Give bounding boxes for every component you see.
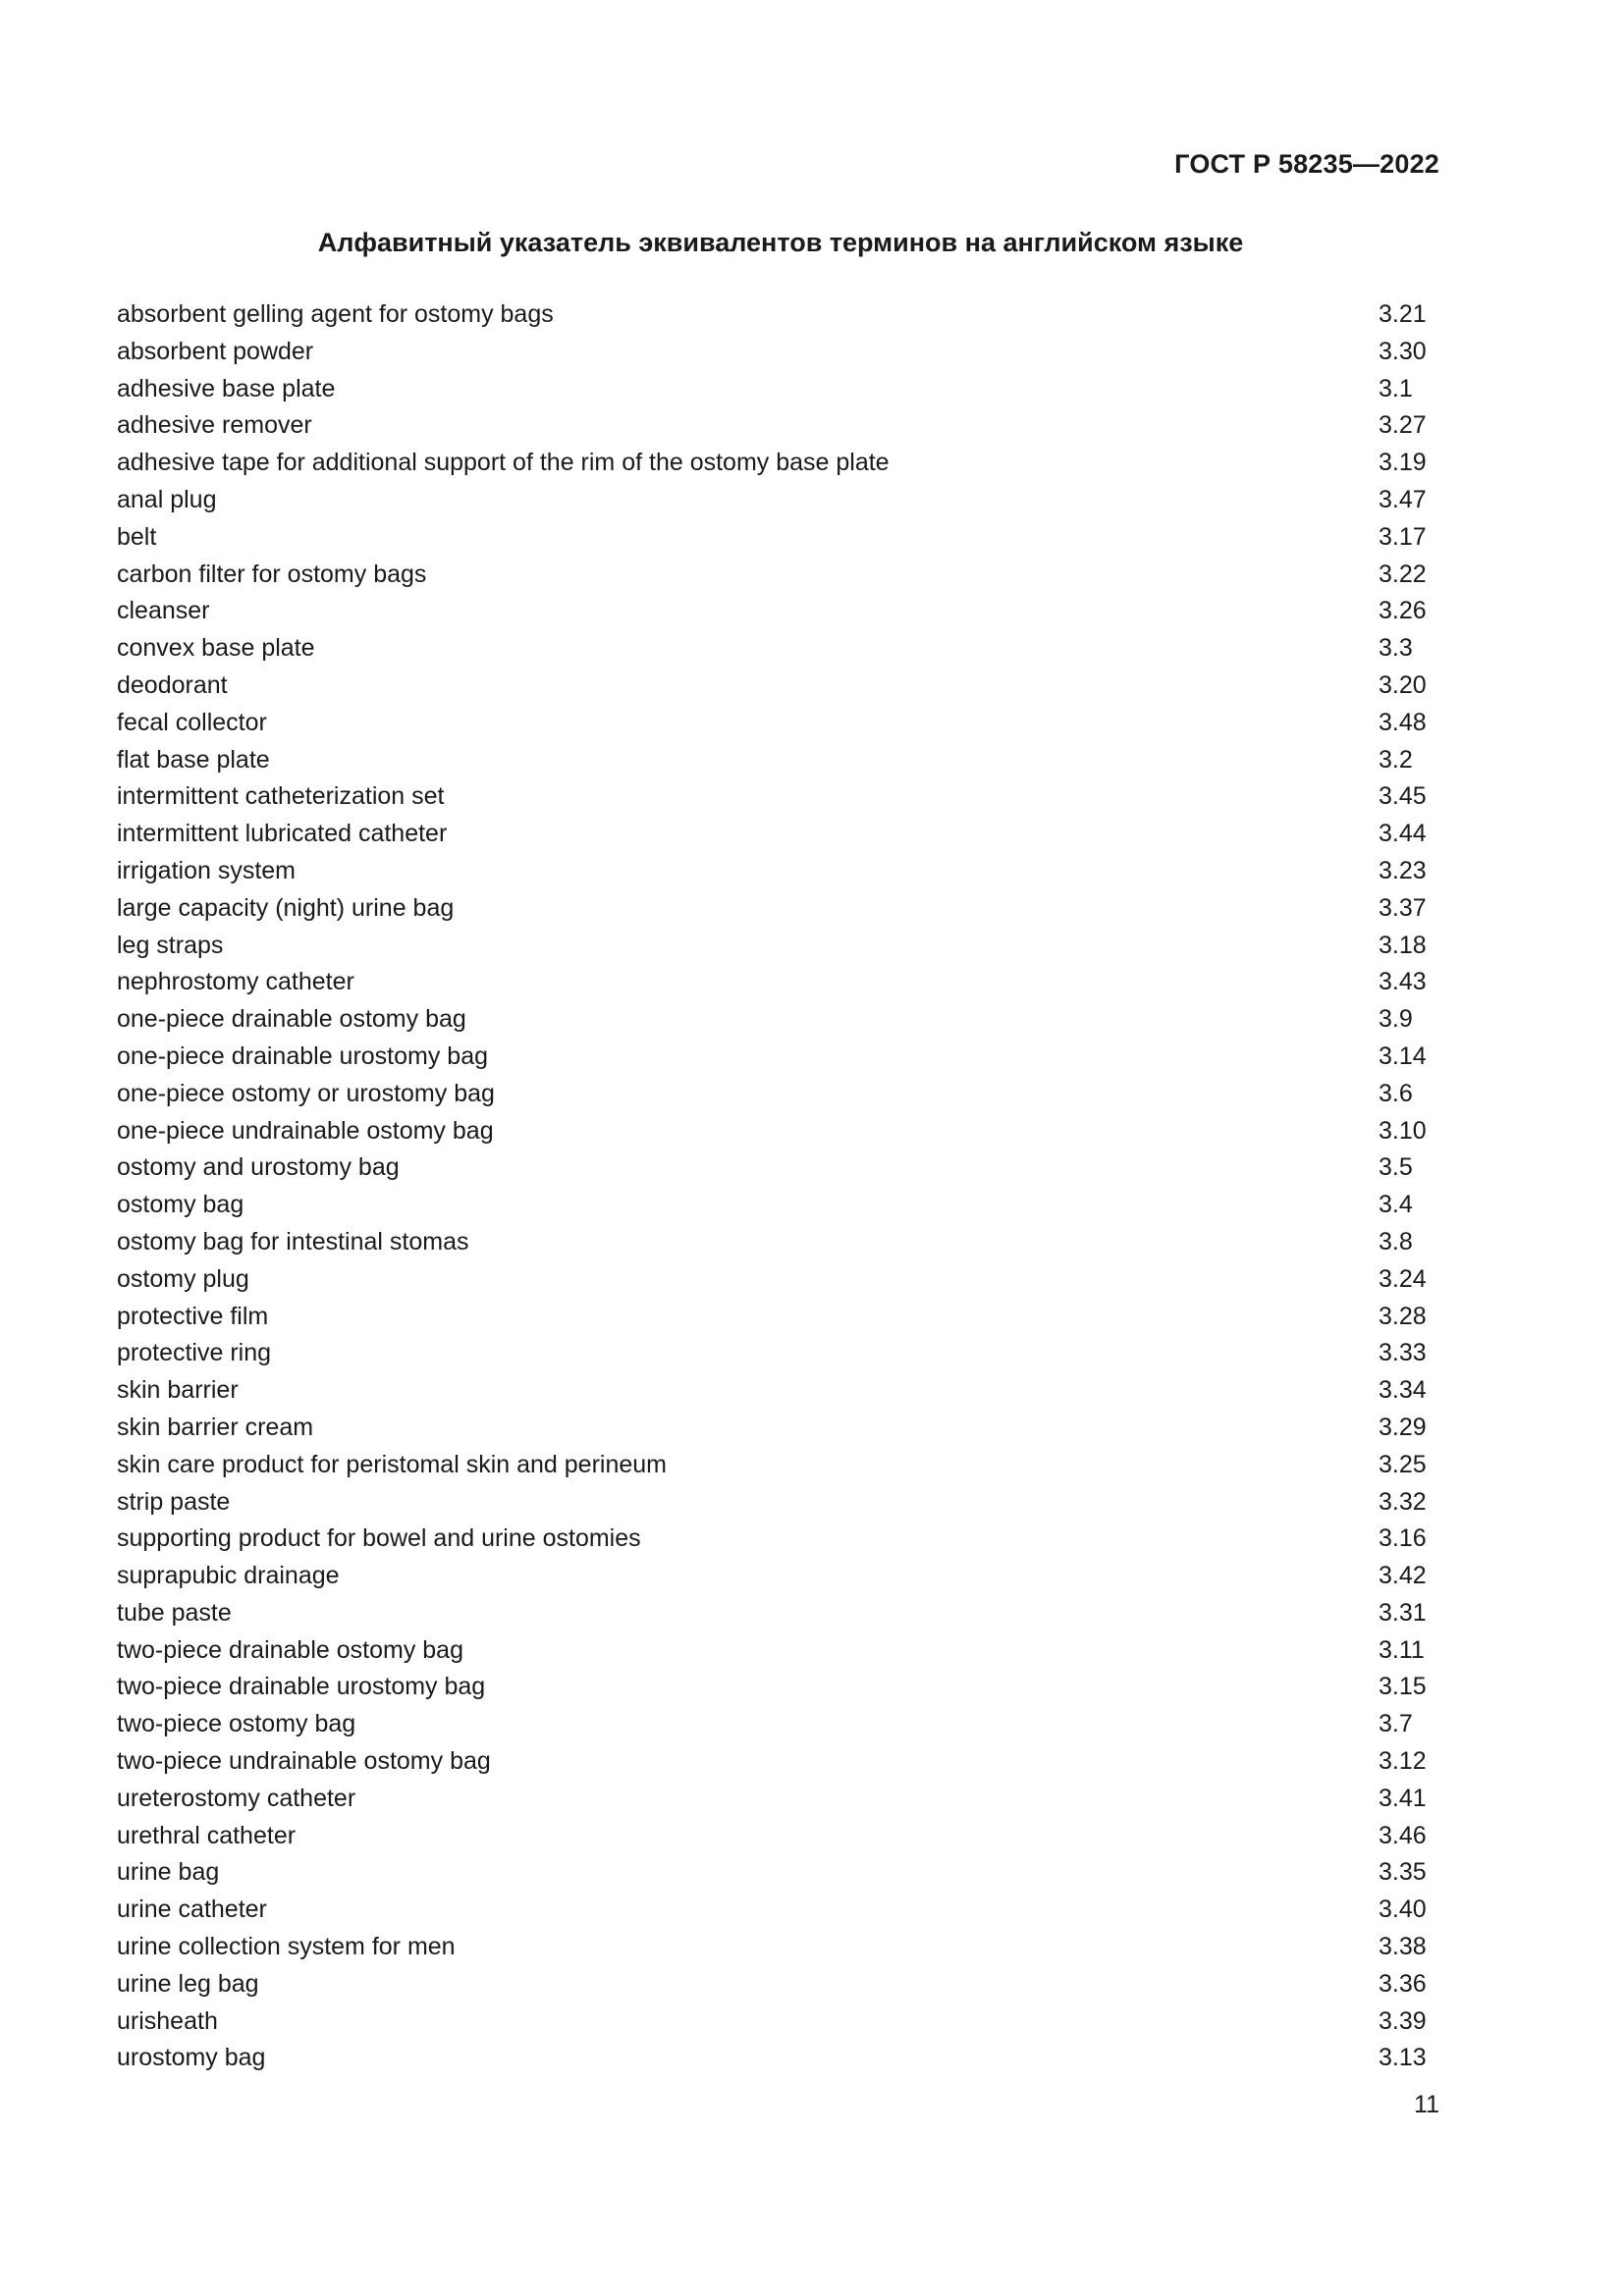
index-term: one-piece drainable urostomy bag bbox=[117, 1041, 489, 1070]
index-reference-number: 3.13 bbox=[1379, 2044, 1427, 2072]
index-reference-number: 3.46 bbox=[1379, 1821, 1427, 1849]
index-entry bbox=[117, 630, 1437, 667]
index-reference-number: 3.48 bbox=[1379, 708, 1427, 736]
index-reference-number: 3.3 bbox=[1379, 634, 1413, 663]
index-reference-number: 3.12 bbox=[1379, 1747, 1427, 1776]
index-entry bbox=[117, 1929, 1437, 1966]
index-entry bbox=[117, 890, 1437, 928]
index-term: urine bag bbox=[117, 1858, 220, 1887]
standard-number: ГОСТ Р 58235—2022 bbox=[1174, 149, 1439, 179]
index-reference-number: 3.44 bbox=[1379, 820, 1427, 848]
index-term: strip paste bbox=[117, 1487, 231, 1516]
index-term: flat base plate bbox=[117, 745, 270, 774]
index-term: convex base plate bbox=[117, 634, 315, 663]
index-reference-number: 3.47 bbox=[1379, 485, 1427, 513]
index-term: urine leg bag bbox=[117, 1969, 259, 1998]
index-term: leg straps bbox=[117, 931, 224, 959]
index-entry bbox=[117, 1558, 1437, 1595]
index-entry bbox=[117, 928, 1437, 965]
index-term: urostomy bag bbox=[117, 2044, 266, 2072]
index-reference-number: 3.33 bbox=[1379, 1339, 1427, 1367]
index-entry bbox=[117, 1076, 1437, 1113]
index-term: anal plug bbox=[117, 485, 217, 513]
index-entry bbox=[117, 1892, 1437, 1929]
index-entry bbox=[117, 1447, 1437, 1484]
index-entry bbox=[117, 482, 1437, 519]
index-term: nephrostomy catheter bbox=[117, 968, 354, 996]
index-entry bbox=[117, 371, 1437, 408]
index-term: urine catheter bbox=[117, 1896, 267, 1924]
index-entry bbox=[117, 853, 1437, 890]
index-reference-number: 3.26 bbox=[1379, 597, 1427, 625]
index-term: skin care product for peristomal skin and perineum bbox=[117, 1450, 667, 1478]
index-reference-number: 3.27 bbox=[1379, 411, 1427, 440]
index-entry bbox=[117, 1706, 1437, 1743]
index-reference-number: 3.31 bbox=[1379, 1598, 1427, 1627]
index-entry bbox=[117, 1484, 1437, 1522]
index-term: belt bbox=[117, 522, 157, 551]
index-reference-number: 3.23 bbox=[1379, 856, 1427, 884]
index-reference-number: 3.2 bbox=[1379, 745, 1413, 774]
index-reference-number: 3.16 bbox=[1379, 1524, 1427, 1553]
index-reference-number: 3.28 bbox=[1379, 1302, 1427, 1330]
index-reference-number: 3.45 bbox=[1379, 782, 1427, 811]
index-reference-number: 3.29 bbox=[1379, 1413, 1427, 1441]
index-entry bbox=[117, 1299, 1437, 1336]
index-term: ureterostomy catheter bbox=[117, 1784, 356, 1812]
index-entry bbox=[117, 1595, 1437, 1632]
index-reference-number: 3.43 bbox=[1379, 968, 1427, 996]
index-entry bbox=[117, 816, 1437, 853]
index-term: skin barrier bbox=[117, 1376, 239, 1405]
index-term: ostomy bag for intestinal stomas bbox=[117, 1227, 469, 1255]
index-reference-number: 3.15 bbox=[1379, 1673, 1427, 1701]
index-term: tube paste bbox=[117, 1598, 232, 1627]
index-entry bbox=[117, 1187, 1437, 1224]
index-entry bbox=[117, 1001, 1437, 1039]
index-reference-number: 3.17 bbox=[1379, 522, 1427, 551]
index-reference-number: 3.8 bbox=[1379, 1227, 1413, 1255]
index-reference-number: 3.22 bbox=[1379, 560, 1427, 588]
index-term: absorbent gelling agent for ostomy bags bbox=[117, 300, 554, 328]
index-entry bbox=[117, 1113, 1437, 1150]
index-term: protective film bbox=[117, 1302, 269, 1330]
index-term: two-piece drainable urostomy bag bbox=[117, 1673, 486, 1701]
index-entry bbox=[117, 1632, 1437, 1670]
index-entry bbox=[117, 1966, 1437, 2003]
index-reference-number: 3.7 bbox=[1379, 1710, 1413, 1738]
index-term: one-piece ostomy or urostomy bag bbox=[117, 1079, 495, 1107]
index-entry bbox=[117, 1521, 1437, 1558]
index-term: ostomy plug bbox=[117, 1264, 249, 1293]
index-reference-number: 3.35 bbox=[1379, 1858, 1427, 1887]
index-term: intermittent lubricated catheter bbox=[117, 820, 448, 848]
index-entry bbox=[117, 2003, 1437, 2041]
index-term: one-piece undrainable ostomy bag bbox=[117, 1116, 494, 1145]
index-term: large capacity (night) urine bag bbox=[117, 893, 455, 922]
index-entry bbox=[117, 1149, 1437, 1187]
index-reference-number: 3.40 bbox=[1379, 1896, 1427, 1924]
index-reference-number: 3.41 bbox=[1379, 1784, 1427, 1812]
index-reference-number: 3.20 bbox=[1379, 670, 1427, 699]
index-entry bbox=[117, 1372, 1437, 1410]
index-reference-number: 3.25 bbox=[1379, 1450, 1427, 1478]
index-entry bbox=[117, 705, 1437, 742]
index-term: two-piece undrainable ostomy bag bbox=[117, 1747, 491, 1776]
index-term: cleanser bbox=[117, 597, 210, 625]
index-entry bbox=[117, 778, 1437, 816]
index-entry bbox=[117, 296, 1437, 334]
index-reference-number: 3.11 bbox=[1379, 1635, 1425, 1664]
index-term: adhesive remover bbox=[117, 411, 312, 440]
index-entry bbox=[117, 1854, 1437, 1892]
index-entry bbox=[117, 593, 1437, 630]
index-term: urine collection system for men bbox=[117, 1933, 456, 1961]
index-reference-number: 3.34 bbox=[1379, 1376, 1427, 1405]
index-term: supporting product for bowel and urine ostomies bbox=[117, 1524, 641, 1553]
index-reference-number: 3.6 bbox=[1379, 1079, 1413, 1107]
index-reference-number: 3.42 bbox=[1379, 1562, 1427, 1590]
index-term: intermittent catheterization set bbox=[117, 782, 445, 811]
index-reference-number: 3.1 bbox=[1379, 374, 1413, 402]
index-title: Алфавитный указатель эквивалентов терминов на английском языке bbox=[317, 228, 1244, 257]
term-index-list bbox=[117, 296, 1437, 2077]
index-term: skin barrier cream bbox=[117, 1413, 314, 1441]
index-term: ostomy bag bbox=[117, 1191, 244, 1219]
index-entry bbox=[117, 1261, 1437, 1299]
index-reference-number: 3.37 bbox=[1379, 893, 1427, 922]
index-term: deodorant bbox=[117, 670, 228, 699]
index-reference-number: 3.18 bbox=[1379, 931, 1427, 959]
index-term: two-piece drainable ostomy bag bbox=[117, 1635, 463, 1664]
index-term: urethral catheter bbox=[117, 1821, 297, 1849]
index-term: ostomy and urostomy bag bbox=[117, 1153, 400, 1182]
index-reference-number: 3.39 bbox=[1379, 2006, 1427, 2035]
index-entry bbox=[117, 1410, 1437, 1447]
index-entry bbox=[117, 1335, 1437, 1372]
index-entry bbox=[117, 334, 1437, 371]
index-entry bbox=[117, 557, 1437, 594]
index-term: protective ring bbox=[117, 1339, 272, 1367]
index-term: suprapubic drainage bbox=[117, 1562, 340, 1590]
index-reference-number: 3.4 bbox=[1379, 1191, 1413, 1219]
index-entry bbox=[117, 2040, 1437, 2077]
index-entry bbox=[117, 964, 1437, 1001]
index-reference-number: 3.24 bbox=[1379, 1264, 1427, 1293]
index-entry bbox=[117, 1743, 1437, 1781]
index-reference-number: 3.38 bbox=[1379, 1933, 1427, 1961]
index-entry bbox=[117, 667, 1437, 705]
index-entry bbox=[117, 1781, 1437, 1818]
index-entry bbox=[117, 519, 1437, 557]
index-entry bbox=[117, 1669, 1437, 1706]
index-reference-number: 3.21 bbox=[1379, 300, 1427, 328]
index-term: absorbent powder bbox=[117, 337, 314, 365]
index-entry bbox=[117, 1039, 1437, 1076]
index-term: fecal collector bbox=[117, 708, 267, 736]
index-reference-number: 3.14 bbox=[1379, 1041, 1427, 1070]
index-term: one-piece drainable ostomy bag bbox=[117, 1005, 466, 1034]
index-reference-number: 3.36 bbox=[1379, 1969, 1427, 1998]
index-term: adhesive tape for additional support of the rim of the ostomy base plate bbox=[117, 449, 890, 477]
index-reference-number: 3.10 bbox=[1379, 1116, 1427, 1145]
index-term: carbon filter for ostomy bags bbox=[117, 560, 427, 588]
index-entry bbox=[117, 407, 1437, 445]
index-term: adhesive base plate bbox=[117, 374, 336, 402]
index-term: two-piece ostomy bag bbox=[117, 1710, 356, 1738]
index-reference-number: 3.5 bbox=[1379, 1153, 1413, 1182]
index-entry bbox=[117, 1224, 1437, 1261]
index-term: irrigation system bbox=[117, 856, 296, 884]
index-entry bbox=[117, 742, 1437, 779]
index-reference-number: 3.30 bbox=[1379, 337, 1427, 365]
index-reference-number: 3.19 bbox=[1379, 449, 1427, 477]
index-entry bbox=[117, 445, 1437, 482]
index-reference-number: 3.9 bbox=[1379, 1005, 1413, 1034]
index-entry bbox=[117, 1818, 1437, 1855]
index-reference-number: 3.32 bbox=[1379, 1487, 1427, 1516]
page-number: 11 bbox=[1414, 2091, 1439, 2118]
index-term: urisheath bbox=[117, 2006, 218, 2035]
